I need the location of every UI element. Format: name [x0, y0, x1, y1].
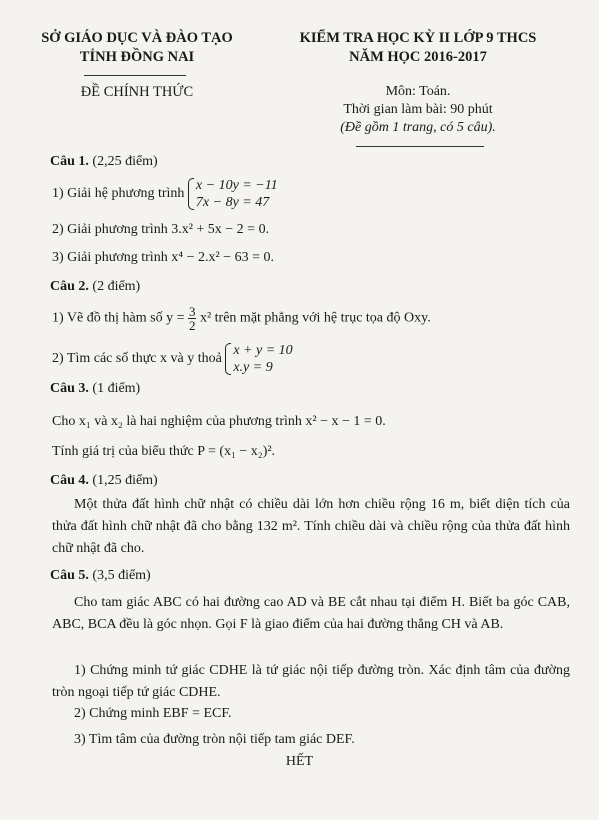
q3-title: Câu 3.	[50, 381, 89, 396]
q1-heading	[50, 154, 158, 170]
q5-title: Câu 5.	[50, 568, 89, 583]
q2-part2-text: 2) Tìm các số thực x và y thoả	[52, 351, 222, 367]
school-year: NĂM HỌC 2016-2017	[349, 49, 487, 65]
q2-part1-b: x² trên mặt phẳng với hệ trục tọa độ Oxy.	[199, 310, 431, 326]
q3-line2: Tính giá trị của biểu thức P = (x₁ − x₂)².	[52, 444, 276, 459]
subject: Môn: Toán.	[385, 84, 451, 99]
q4-points: (1,25 điểm)	[92, 473, 158, 488]
q1-part3: 3) Giải phương trình x⁴ − 2.x² − 63 = 0.	[52, 250, 274, 265]
dept-name: SỞ GIÁO DỤC VÀ ĐÀO TẠO	[41, 30, 233, 46]
exam-title: KIỂM TRA HỌC KỲ II LỚP 9 THCS	[299, 30, 537, 46]
q2-eq2: x.y = 9	[233, 360, 273, 375]
q3-points: (1 điểm)	[92, 381, 141, 396]
q2-points: (2 điểm)	[92, 279, 141, 294]
q5-part3: 3) Tìm tâm của đường tròn nội tiếp tam giác DEF.	[74, 732, 355, 747]
q2-frac-num: 3	[188, 304, 196, 319]
q4-heading	[50, 473, 158, 489]
end-mark: HẾT	[285, 754, 314, 769]
q1-system	[188, 177, 278, 211]
q3-heading	[50, 381, 140, 397]
q1-part2: 2) Giải phương trình 3.x² + 5x − 2 = 0.	[52, 222, 270, 237]
official-label: ĐỀ CHÍNH THỨC	[80, 84, 194, 100]
duration: Thời gian làm bài: 90 phút	[343, 102, 493, 117]
q5-part2: 2) Chứng minh EBF = ECF.	[74, 706, 232, 721]
q5-heading	[50, 568, 151, 584]
q5-points: (3,5 điểm)	[92, 568, 151, 583]
q2-frac-den: 2	[188, 318, 196, 333]
q1-part1	[52, 177, 278, 211]
q2-part1	[52, 305, 431, 332]
q4-body: Một thửa đất hình chữ nhật có chiều dài lớn hơn chiều rộng 16 m, biết diện tích của thửa đất hình chữ nhật đã cho bằng 132 m². Tính chiều dài và chiều rộng của thửa đất hình chữ nhật đã cho.	[52, 497, 570, 556]
q1-eq1: x − 10y = −11	[195, 178, 278, 193]
q3-line1: Cho x₁ và x₂ là hai nghiệm của phương trình x² − x − 1 = 0.	[52, 414, 386, 429]
q2-title: Câu 2.	[50, 279, 89, 294]
q2-eq1: x + y = 10	[233, 343, 293, 358]
q2-part2	[52, 342, 293, 376]
header-right-rule	[356, 146, 484, 147]
q5-part1: 1) Chứng minh tứ giác CDHE là tứ giác nội tiếp đường tròn. Xác định tâm của đường tròn ngoại tiếp tứ giác CDHE.	[52, 663, 570, 700]
q2-part1-a: 1) Vẽ đồ thị hàm số y =	[52, 310, 185, 326]
q2-system	[225, 342, 292, 376]
header-left-rule	[84, 75, 186, 76]
q2-fraction	[188, 305, 197, 332]
q1-points: (2,25 điểm)	[92, 154, 158, 169]
q4-title: Câu 4.	[50, 473, 89, 488]
q1-part1-text: 1) Giải hệ phương trình	[52, 186, 185, 202]
q2-heading	[50, 279, 140, 295]
province-name: TỈNH ĐỒNG NAI	[79, 49, 195, 65]
q1-title: Câu 1.	[50, 154, 89, 169]
page-note: (Đề gồm 1 trang, có 5 câu).	[340, 120, 496, 135]
q5-intro: Cho tam giác ABC có hai đường cao AD và BE cắt nhau tại điểm H. Biết ba góc CAB, ABC, BCA đều là góc nhọn. Gọi F là giao điểm của hai đường thẳng CH và AB.	[52, 595, 570, 632]
q1-eq2: 7x − 8y = 47	[195, 195, 270, 210]
